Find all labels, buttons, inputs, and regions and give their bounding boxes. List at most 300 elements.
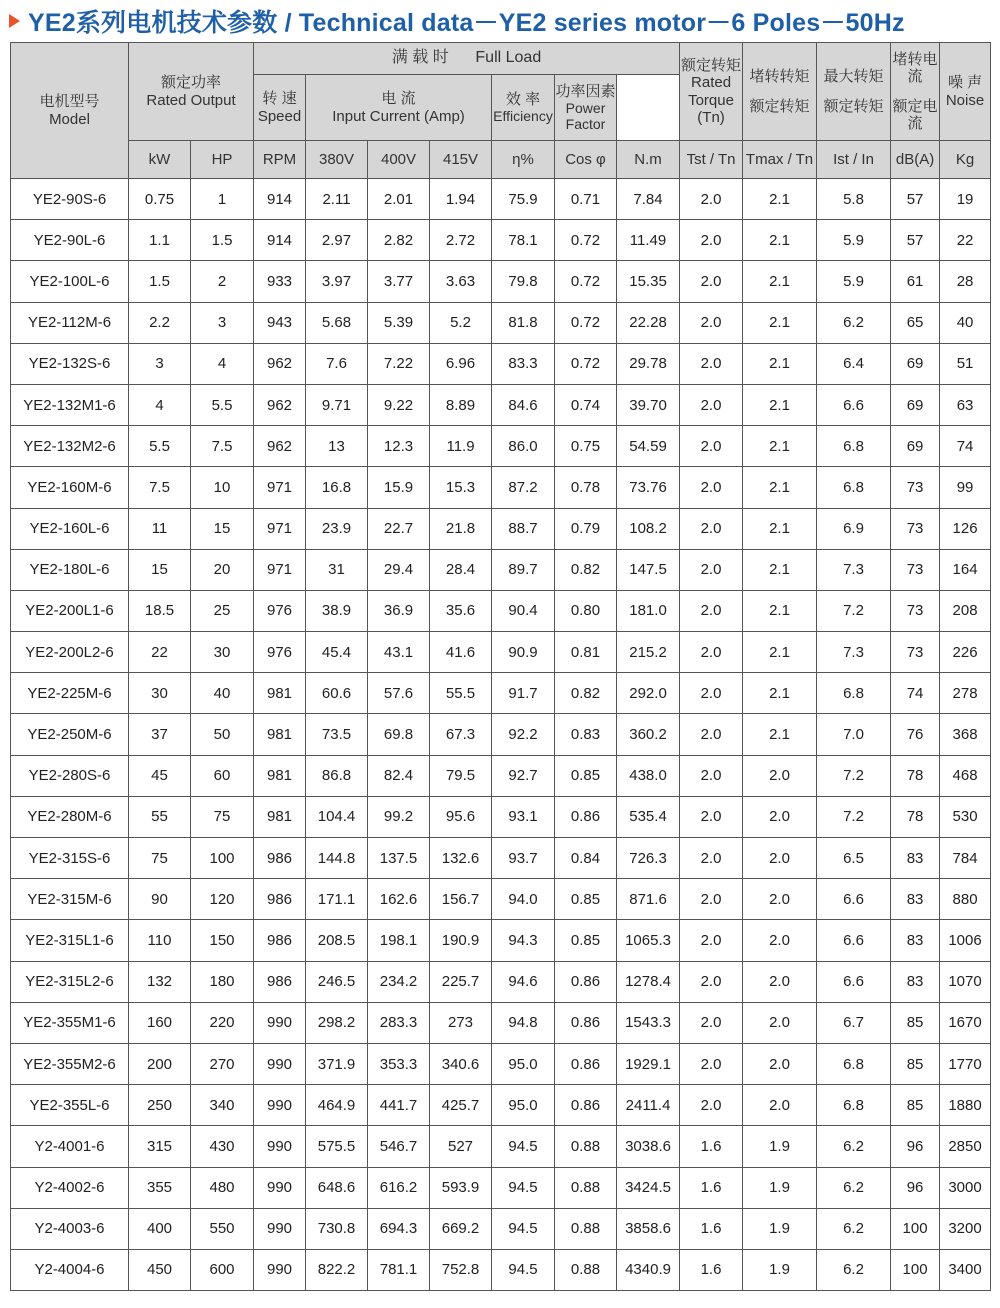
value-cell: 648.6 [306, 1167, 368, 1208]
model-cell: YE2-132S-6 [11, 343, 129, 384]
value-cell: 78 [891, 755, 940, 796]
table-row [11, 220, 991, 261]
value-cell: 160 [129, 1002, 191, 1043]
value-cell: 2.0 [680, 261, 743, 302]
header-rated-torque: 额定转矩 Rated Torque (Tn) [680, 43, 743, 141]
value-cell: 25 [191, 590, 254, 631]
value-cell: 371.9 [306, 1043, 368, 1084]
page-title: YE2系列电机技术参数 / Technical data－YE2 series motor－6 Poles－50Hz [28, 9, 905, 37]
value-cell: 986 [254, 961, 306, 1002]
value-cell: 2.0 [680, 879, 743, 920]
value-cell: 2.0 [680, 467, 743, 508]
value-cell: 6.8 [817, 426, 891, 467]
model-cell: Y2-4003-6 [11, 1208, 129, 1249]
value-cell: 1.6 [680, 1126, 743, 1167]
value-cell: 76 [891, 714, 940, 755]
value-cell: 0.75 [129, 179, 191, 220]
value-cell: 95.0 [492, 1043, 555, 1084]
value-cell: 2.0 [680, 384, 743, 425]
value-cell: 57 [891, 179, 940, 220]
value-cell: 12.3 [368, 426, 430, 467]
value-cell: 822.2 [306, 1249, 368, 1290]
value-cell: 1.1 [129, 220, 191, 261]
value-cell: 2.1 [743, 714, 817, 755]
value-cell: 7.6 [306, 343, 368, 384]
value-cell: 79.8 [492, 261, 555, 302]
unit-cell: Tst / Tn [680, 141, 743, 179]
value-cell: 278 [940, 673, 991, 714]
value-cell: 3.97 [306, 261, 368, 302]
value-cell: 527 [430, 1126, 492, 1167]
value-cell: 0.85 [555, 920, 617, 961]
model-cell: YE2-132M1-6 [11, 384, 129, 425]
value-cell: 2.0 [680, 632, 743, 673]
value-cell: 0.79 [555, 508, 617, 549]
value-cell: 85 [891, 1002, 940, 1043]
header-full-load: 满 载 时 Full Load [254, 43, 680, 75]
table-row [11, 879, 991, 920]
value-cell: 147.5 [617, 549, 680, 590]
value-cell: 986 [254, 838, 306, 879]
value-cell: 11.9 [430, 426, 492, 467]
value-cell: 132 [129, 961, 191, 1002]
value-cell: 6.9 [817, 508, 891, 549]
table-row [11, 796, 991, 837]
value-cell: 6.8 [817, 467, 891, 508]
table-row [11, 302, 991, 343]
value-cell: 2850 [940, 1126, 991, 1167]
value-cell: 981 [254, 673, 306, 714]
value-cell: 78 [891, 796, 940, 837]
value-cell: 3400 [940, 1249, 991, 1290]
model-cell: YE2-160L-6 [11, 508, 129, 549]
value-cell: 220 [191, 1002, 254, 1043]
value-cell: 669.2 [430, 1208, 492, 1249]
value-cell: 108.2 [617, 508, 680, 549]
model-cell: YE2-112M-6 [11, 302, 129, 343]
value-cell: 2.0 [680, 961, 743, 1002]
value-cell: 84.6 [492, 384, 555, 425]
value-cell: 1880 [940, 1085, 991, 1126]
value-cell: 340 [191, 1085, 254, 1126]
value-cell: 6.2 [817, 1126, 891, 1167]
value-cell: 6.2 [817, 1249, 891, 1290]
value-cell: 225.7 [430, 961, 492, 1002]
value-cell: 92.7 [492, 755, 555, 796]
value-cell: 208 [940, 590, 991, 631]
value-cell: 96 [891, 1167, 940, 1208]
value-cell: 79.5 [430, 755, 492, 796]
value-cell: 2.0 [680, 549, 743, 590]
value-cell: 69 [891, 426, 940, 467]
value-cell: 41.6 [430, 632, 492, 673]
model-cell: YE2-315M-6 [11, 879, 129, 920]
model-cell: YE2-315S-6 [11, 838, 129, 879]
value-cell: 60 [191, 755, 254, 796]
value-cell: 93.1 [492, 796, 555, 837]
value-cell: 4 [129, 384, 191, 425]
value-cell: 85 [891, 1043, 940, 1084]
value-cell: 2.0 [680, 220, 743, 261]
value-cell: 6.6 [817, 920, 891, 961]
model-cell: YE2-355L-6 [11, 1085, 129, 1126]
value-cell: 981 [254, 796, 306, 837]
value-cell: 3858.6 [617, 1208, 680, 1249]
table-row [11, 508, 991, 549]
value-cell: 63 [940, 384, 991, 425]
value-cell: 126 [940, 508, 991, 549]
value-cell: 40 [191, 673, 254, 714]
value-cell: 2.0 [743, 920, 817, 961]
value-cell: 31 [306, 549, 368, 590]
unit-cell: dB(A) [891, 141, 940, 179]
value-cell: 73.76 [617, 467, 680, 508]
value-cell: 2.1 [743, 220, 817, 261]
value-cell: 981 [254, 755, 306, 796]
value-cell: 3.63 [430, 261, 492, 302]
model-cell: YE2-160M-6 [11, 467, 129, 508]
value-cell: 164 [940, 549, 991, 590]
value-cell: 120 [191, 879, 254, 920]
value-cell: 6.7 [817, 1002, 891, 1043]
value-cell: 22 [940, 220, 991, 261]
value-cell: 29.78 [617, 343, 680, 384]
value-cell: 360.2 [617, 714, 680, 755]
value-cell: 81.8 [492, 302, 555, 343]
value-cell: 171.1 [306, 879, 368, 920]
value-cell: 19 [940, 179, 991, 220]
value-cell: 8.89 [430, 384, 492, 425]
value-cell: 55 [129, 796, 191, 837]
value-cell: 5.8 [817, 179, 891, 220]
value-cell: 962 [254, 343, 306, 384]
value-cell: 15 [191, 508, 254, 549]
value-cell: 990 [254, 1208, 306, 1249]
value-cell: 69 [891, 384, 940, 425]
value-cell: 94.5 [492, 1249, 555, 1290]
value-cell: 0.72 [555, 261, 617, 302]
value-cell: 2.2 [129, 302, 191, 343]
model-cell: YE2-200L2-6 [11, 632, 129, 673]
value-cell: 67.3 [430, 714, 492, 755]
value-cell: 7.2 [817, 796, 891, 837]
table-body [11, 179, 991, 1291]
value-cell: 96 [891, 1126, 940, 1167]
model-cell: YE2-280S-6 [11, 755, 129, 796]
value-cell: 22.28 [617, 302, 680, 343]
model-cell: Y2-4002-6 [11, 1167, 129, 1208]
header-power-factor: 功率因素 Power Factor [555, 75, 617, 141]
value-cell: 976 [254, 590, 306, 631]
value-cell: 7.3 [817, 549, 891, 590]
value-cell: 292.0 [617, 673, 680, 714]
value-cell: 1.6 [680, 1249, 743, 1290]
value-cell: 550 [191, 1208, 254, 1249]
value-cell: 5.2 [430, 302, 492, 343]
value-cell: 2.1 [743, 343, 817, 384]
value-cell: 104.4 [306, 796, 368, 837]
value-cell: 2.1 [743, 302, 817, 343]
value-cell: 298.2 [306, 1002, 368, 1043]
value-cell: 1.5 [129, 261, 191, 302]
value-cell: 0.86 [555, 1043, 617, 1084]
value-cell: 7.0 [817, 714, 891, 755]
value-cell: 23.9 [306, 508, 368, 549]
header-max-torque: 最大转矩 额定转矩 [817, 43, 891, 141]
value-cell: 22.7 [368, 508, 430, 549]
value-cell: 5.68 [306, 302, 368, 343]
value-cell: 22 [129, 632, 191, 673]
value-cell: 781.1 [368, 1249, 430, 1290]
value-cell: 73 [891, 632, 940, 673]
value-cell: 971 [254, 467, 306, 508]
value-cell: 6.2 [817, 1167, 891, 1208]
value-cell: 11 [129, 508, 191, 549]
header-locked-rotor-torque: 堵转转矩 额定转矩 [743, 43, 817, 141]
value-cell: 87.2 [492, 467, 555, 508]
model-cell: YE2-355M2-6 [11, 1043, 129, 1084]
value-cell: 90 [129, 879, 191, 920]
unit-cell: 400V [368, 141, 430, 179]
value-cell: 35.6 [430, 590, 492, 631]
value-cell: 37 [129, 714, 191, 755]
header-locked-rotor-current: 堵转电流 额定电流 [891, 43, 940, 141]
value-cell: 2 [191, 261, 254, 302]
value-cell: 0.74 [555, 384, 617, 425]
model-cell: YE2-250M-6 [11, 714, 129, 755]
header-efficiency: 效 率 Efficiency [492, 75, 555, 141]
value-cell: 933 [254, 261, 306, 302]
value-cell: 73.5 [306, 714, 368, 755]
value-cell: 7.84 [617, 179, 680, 220]
value-cell: 340.6 [430, 1043, 492, 1084]
value-cell: 2.11 [306, 179, 368, 220]
value-cell: 5.5 [191, 384, 254, 425]
value-cell: 100 [891, 1208, 940, 1249]
table-row [11, 1126, 991, 1167]
value-cell: 83.3 [492, 343, 555, 384]
value-cell: 914 [254, 220, 306, 261]
table-row [11, 467, 991, 508]
value-cell: 6.2 [817, 1208, 891, 1249]
value-cell: 39.70 [617, 384, 680, 425]
value-cell: 315 [129, 1126, 191, 1167]
value-cell: 283.3 [368, 1002, 430, 1043]
value-cell: 2.0 [743, 838, 817, 879]
value-cell: 73 [891, 467, 940, 508]
value-cell: 976 [254, 632, 306, 673]
model-cell: YE2-180L-6 [11, 549, 129, 590]
value-cell: 94.5 [492, 1126, 555, 1167]
value-cell: 990 [254, 1085, 306, 1126]
value-cell: 73 [891, 508, 940, 549]
value-cell: 7.5 [191, 426, 254, 467]
value-cell: 971 [254, 549, 306, 590]
table-row [11, 426, 991, 467]
value-cell: 990 [254, 1002, 306, 1043]
value-cell: 100 [191, 838, 254, 879]
value-cell: 3200 [940, 1208, 991, 1249]
value-cell: 2.72 [430, 220, 492, 261]
value-cell: 273 [430, 1002, 492, 1043]
value-cell: 986 [254, 920, 306, 961]
value-cell: 914 [254, 179, 306, 220]
table-row [11, 1043, 991, 1084]
value-cell: 784 [940, 838, 991, 879]
table-row [11, 590, 991, 631]
value-cell: 871.6 [617, 879, 680, 920]
value-cell: 990 [254, 1167, 306, 1208]
unit-cell: Kg [940, 141, 991, 179]
table-row [11, 920, 991, 961]
value-cell: 75 [129, 838, 191, 879]
value-cell: 50 [191, 714, 254, 755]
value-cell: 880 [940, 879, 991, 920]
value-cell: 971 [254, 508, 306, 549]
table-row [11, 673, 991, 714]
value-cell: 3424.5 [617, 1167, 680, 1208]
value-cell: 61 [891, 261, 940, 302]
model-cell: Y2-4004-6 [11, 1249, 129, 1290]
value-cell: 9.22 [368, 384, 430, 425]
value-cell: 15.3 [430, 467, 492, 508]
value-cell: 0.86 [555, 796, 617, 837]
value-cell: 2.0 [680, 590, 743, 631]
value-cell: 200 [129, 1043, 191, 1084]
value-cell: 60.6 [306, 673, 368, 714]
value-cell: 36.9 [368, 590, 430, 631]
value-cell: 21.8 [430, 508, 492, 549]
value-cell: 6.8 [817, 673, 891, 714]
value-cell: 6.8 [817, 1085, 891, 1126]
value-cell: 943 [254, 302, 306, 343]
value-cell: 1.6 [680, 1208, 743, 1249]
value-cell: 0.85 [555, 755, 617, 796]
value-cell: 0.86 [555, 1002, 617, 1043]
header-speed: 转 速 Speed [254, 75, 306, 141]
value-cell: 1.9 [743, 1208, 817, 1249]
value-cell: 5.9 [817, 220, 891, 261]
table-row [11, 343, 991, 384]
value-cell: 3.77 [368, 261, 430, 302]
value-cell: 6.96 [430, 343, 492, 384]
model-cell: YE2-90S-6 [11, 179, 129, 220]
value-cell: 28.4 [430, 549, 492, 590]
value-cell: 0.80 [555, 590, 617, 631]
value-cell: 962 [254, 426, 306, 467]
value-cell: 226 [940, 632, 991, 673]
header-rated-output: 额定功率 Rated Output [129, 43, 254, 141]
value-cell: 91.7 [492, 673, 555, 714]
value-cell: 215.2 [617, 632, 680, 673]
value-cell: 90.4 [492, 590, 555, 631]
value-cell: 95.0 [492, 1085, 555, 1126]
value-cell: 0.84 [555, 838, 617, 879]
value-cell: 2.0 [743, 796, 817, 837]
value-cell: 2.0 [680, 838, 743, 879]
value-cell: 3 [191, 302, 254, 343]
table-row [11, 1085, 991, 1126]
value-cell: 30 [129, 673, 191, 714]
value-cell: 78.1 [492, 220, 555, 261]
value-cell: 2.0 [743, 879, 817, 920]
value-cell: 1.9 [743, 1126, 817, 1167]
value-cell: 575.5 [306, 1126, 368, 1167]
value-cell: 990 [254, 1043, 306, 1084]
value-cell: 1006 [940, 920, 991, 961]
table-row [11, 179, 991, 220]
value-cell: 180 [191, 961, 254, 1002]
value-cell: 28 [940, 261, 991, 302]
value-cell: 38.9 [306, 590, 368, 631]
value-cell: 616.2 [368, 1167, 430, 1208]
value-cell: 190.9 [430, 920, 492, 961]
value-cell: 86.8 [306, 755, 368, 796]
unit-cell: Cos φ [555, 141, 617, 179]
unit-cell: kW [129, 141, 191, 179]
value-cell: 9.71 [306, 384, 368, 425]
table-row [11, 1002, 991, 1043]
value-cell: 1.5 [191, 220, 254, 261]
value-cell: 986 [254, 879, 306, 920]
model-cell: YE2-280M-6 [11, 796, 129, 837]
value-cell: 480 [191, 1167, 254, 1208]
value-cell: 73 [891, 590, 940, 631]
unit-cell: Tmax / Tn [743, 141, 817, 179]
value-cell: 92.2 [492, 714, 555, 755]
value-cell: 546.7 [368, 1126, 430, 1167]
value-cell: 2.1 [743, 549, 817, 590]
value-cell: 1.94 [430, 179, 492, 220]
model-cell: YE2-315L2-6 [11, 961, 129, 1002]
value-cell: 0.82 [555, 549, 617, 590]
unit-row [11, 141, 991, 179]
unit-cell: η% [492, 141, 555, 179]
value-cell: 0.83 [555, 714, 617, 755]
value-cell: 30 [191, 632, 254, 673]
value-cell: 7.2 [817, 590, 891, 631]
value-cell: 7.2 [817, 755, 891, 796]
value-cell: 0.72 [555, 343, 617, 384]
value-cell: 54.59 [617, 426, 680, 467]
value-cell: 89.7 [492, 549, 555, 590]
value-cell: 1.6 [680, 1167, 743, 1208]
model-cell: YE2-225M-6 [11, 673, 129, 714]
header-model: 电机型号 Model [11, 43, 129, 179]
value-cell: 530 [940, 796, 991, 837]
table-row [11, 755, 991, 796]
value-cell: 10 [191, 467, 254, 508]
value-cell: 15.35 [617, 261, 680, 302]
value-cell: 83 [891, 961, 940, 1002]
value-cell: 1070 [940, 961, 991, 1002]
value-cell: 1.9 [743, 1167, 817, 1208]
value-cell: 16.8 [306, 467, 368, 508]
value-cell: 400 [129, 1208, 191, 1249]
value-cell: 94.0 [492, 879, 555, 920]
value-cell: 2.0 [680, 343, 743, 384]
page-title-bar [0, 0, 1000, 42]
value-cell: 144.8 [306, 838, 368, 879]
value-cell: 99.2 [368, 796, 430, 837]
value-cell: 0.86 [555, 961, 617, 1002]
value-cell: 55.5 [430, 673, 492, 714]
value-cell: 40 [940, 302, 991, 343]
table-row [11, 384, 991, 425]
value-cell: 593.9 [430, 1167, 492, 1208]
value-cell: 535.4 [617, 796, 680, 837]
value-cell: 1929.1 [617, 1043, 680, 1084]
